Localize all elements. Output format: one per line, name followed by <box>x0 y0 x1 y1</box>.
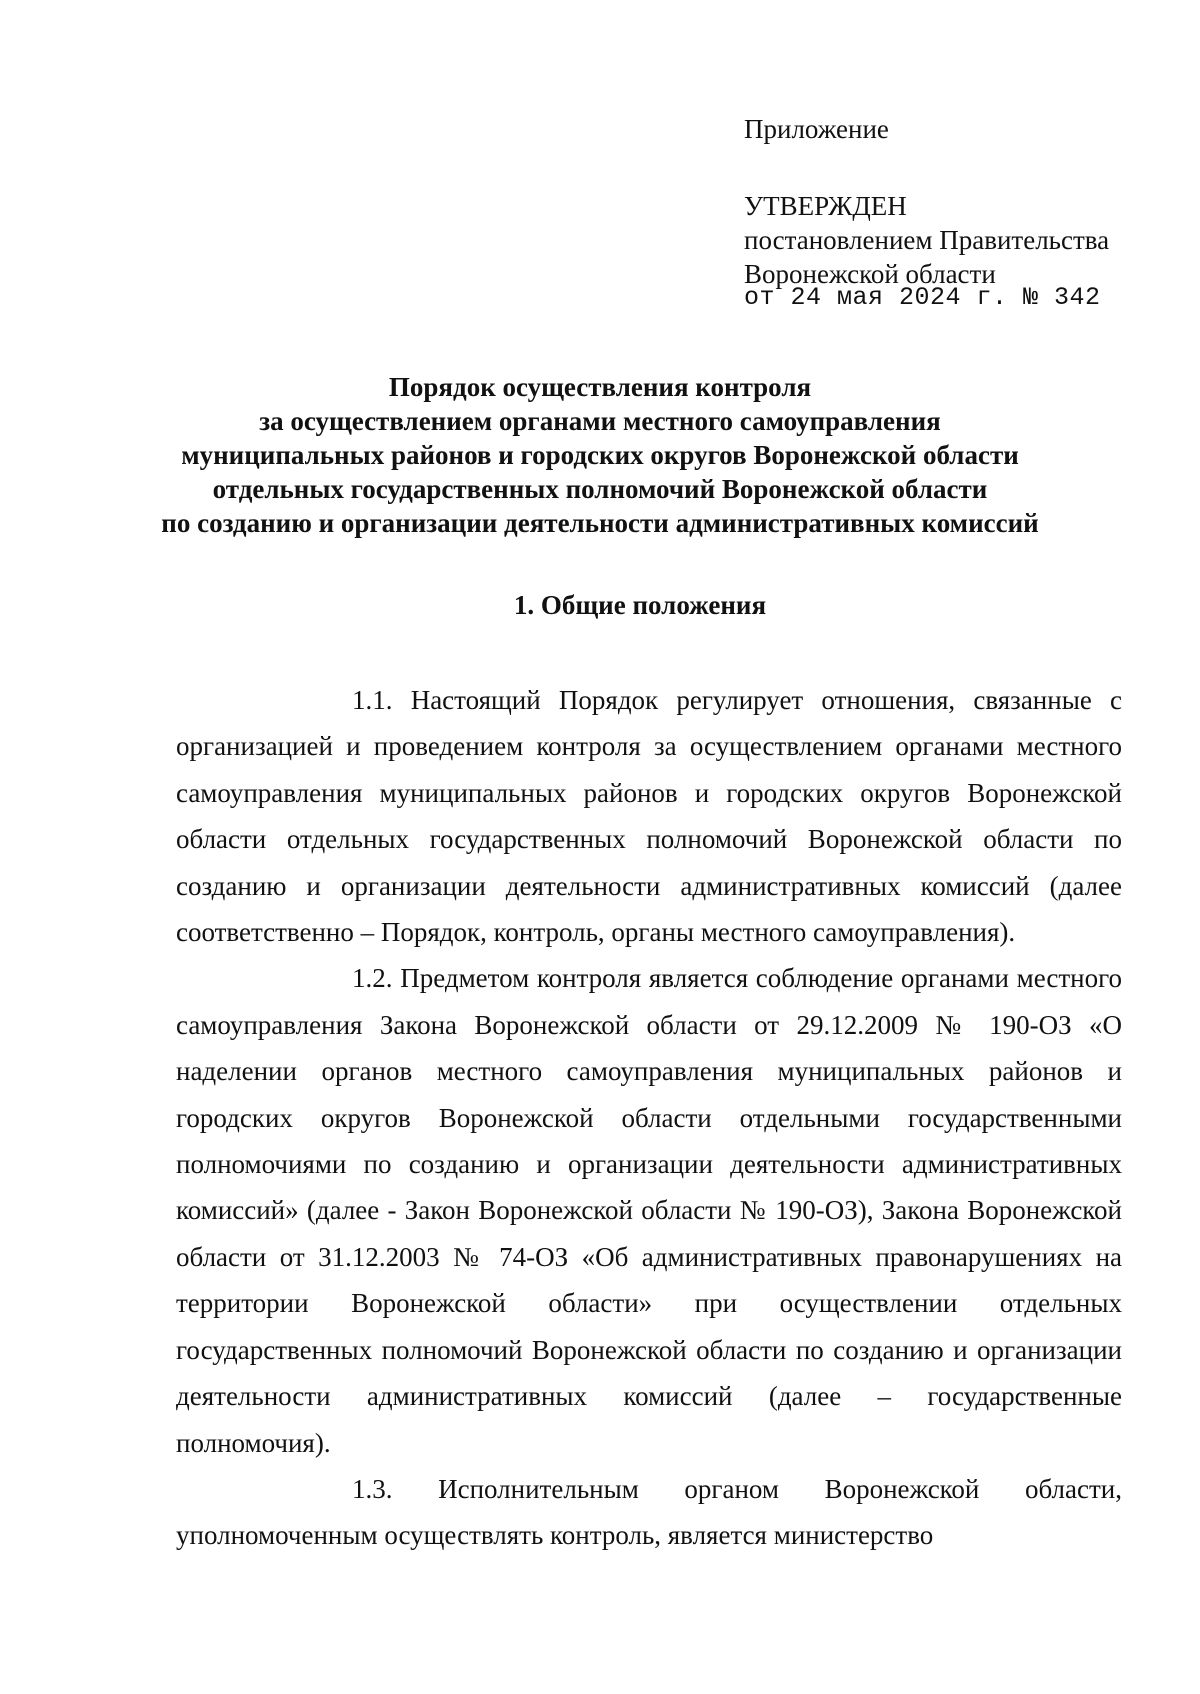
paragraph-number: 1.2. <box>352 963 393 994</box>
paragraph-text: Предметом контроля является соблюдение органами местного самоуправления Закона Воронежской области от 29.12.2009 № 190-ОЗ «О наделении органов местного самоуправления муниципальных районов и городских округов Воронежской области отдельными государственными полномочиями по созданию и организации деятельности административных комиссий» (далее - Закон Воронежской области № 190-ОЗ), Закона Воронежской области от 31.12.2003 № 74-ОЗ «Об административных правонарушениях на территории Воронежской области» при осуществлении отдельных государственных полномочий Воронежской области по созданию и организации деятельности административных комиссий (далее – государственные полномочия). <box>176 963 1123 1458</box>
approval-date-number: от 24 мая 2024 г. № 342 <box>744 283 1101 312</box>
approval-block <box>744 112 1164 311</box>
paragraph-text: Настоящий Порядок регулирует отношения, связанные с организацией и проведением контроля за осуществлением органами местного самоуправления муниципальных районов и городских округов Воронежской области отдельных государственных полномочий Воронежской области по созданию и организации деятельности административных комиссий (далее соответственно – Порядок, контроль, органы местного самоуправления). <box>176 685 1123 948</box>
paragraph-text: Исполнительным органом Воронежской области, уполномоченным осуществлять контроль, является министерство <box>176 1473 1122 1551</box>
approval-authority-line2: Воронежской области <box>744 259 996 289</box>
body-text <box>176 677 1122 1559</box>
approval-authority-line1: постановлением Правительства <box>744 225 1110 255</box>
approved-label: УТВЕРЖДЕН <box>744 191 907 221</box>
title-line: муниципальных районов и городских округов Воронежской области <box>181 440 1019 470</box>
title-line: за осуществлением органами местного самоуправления <box>259 406 941 436</box>
document-title <box>150 370 1050 540</box>
paragraph-1-1 <box>176 677 1122 955</box>
paragraph-number: 1.3. <box>352 1473 393 1504</box>
section-heading: 1. Общие положения <box>513 590 767 620</box>
title-line: Порядок осуществления контроля <box>388 372 812 402</box>
paragraph-number: 1.1. <box>352 685 393 715</box>
paragraph-1-2 <box>176 955 1122 1465</box>
annex-label: Приложение <box>744 114 889 144</box>
title-line: по созданию и организации деятельности административных комиссий <box>161 508 1039 538</box>
paragraph-1-3 <box>176 1466 1122 1559</box>
title-line: отдельных государственных полномочий Воронежской области <box>212 474 988 504</box>
